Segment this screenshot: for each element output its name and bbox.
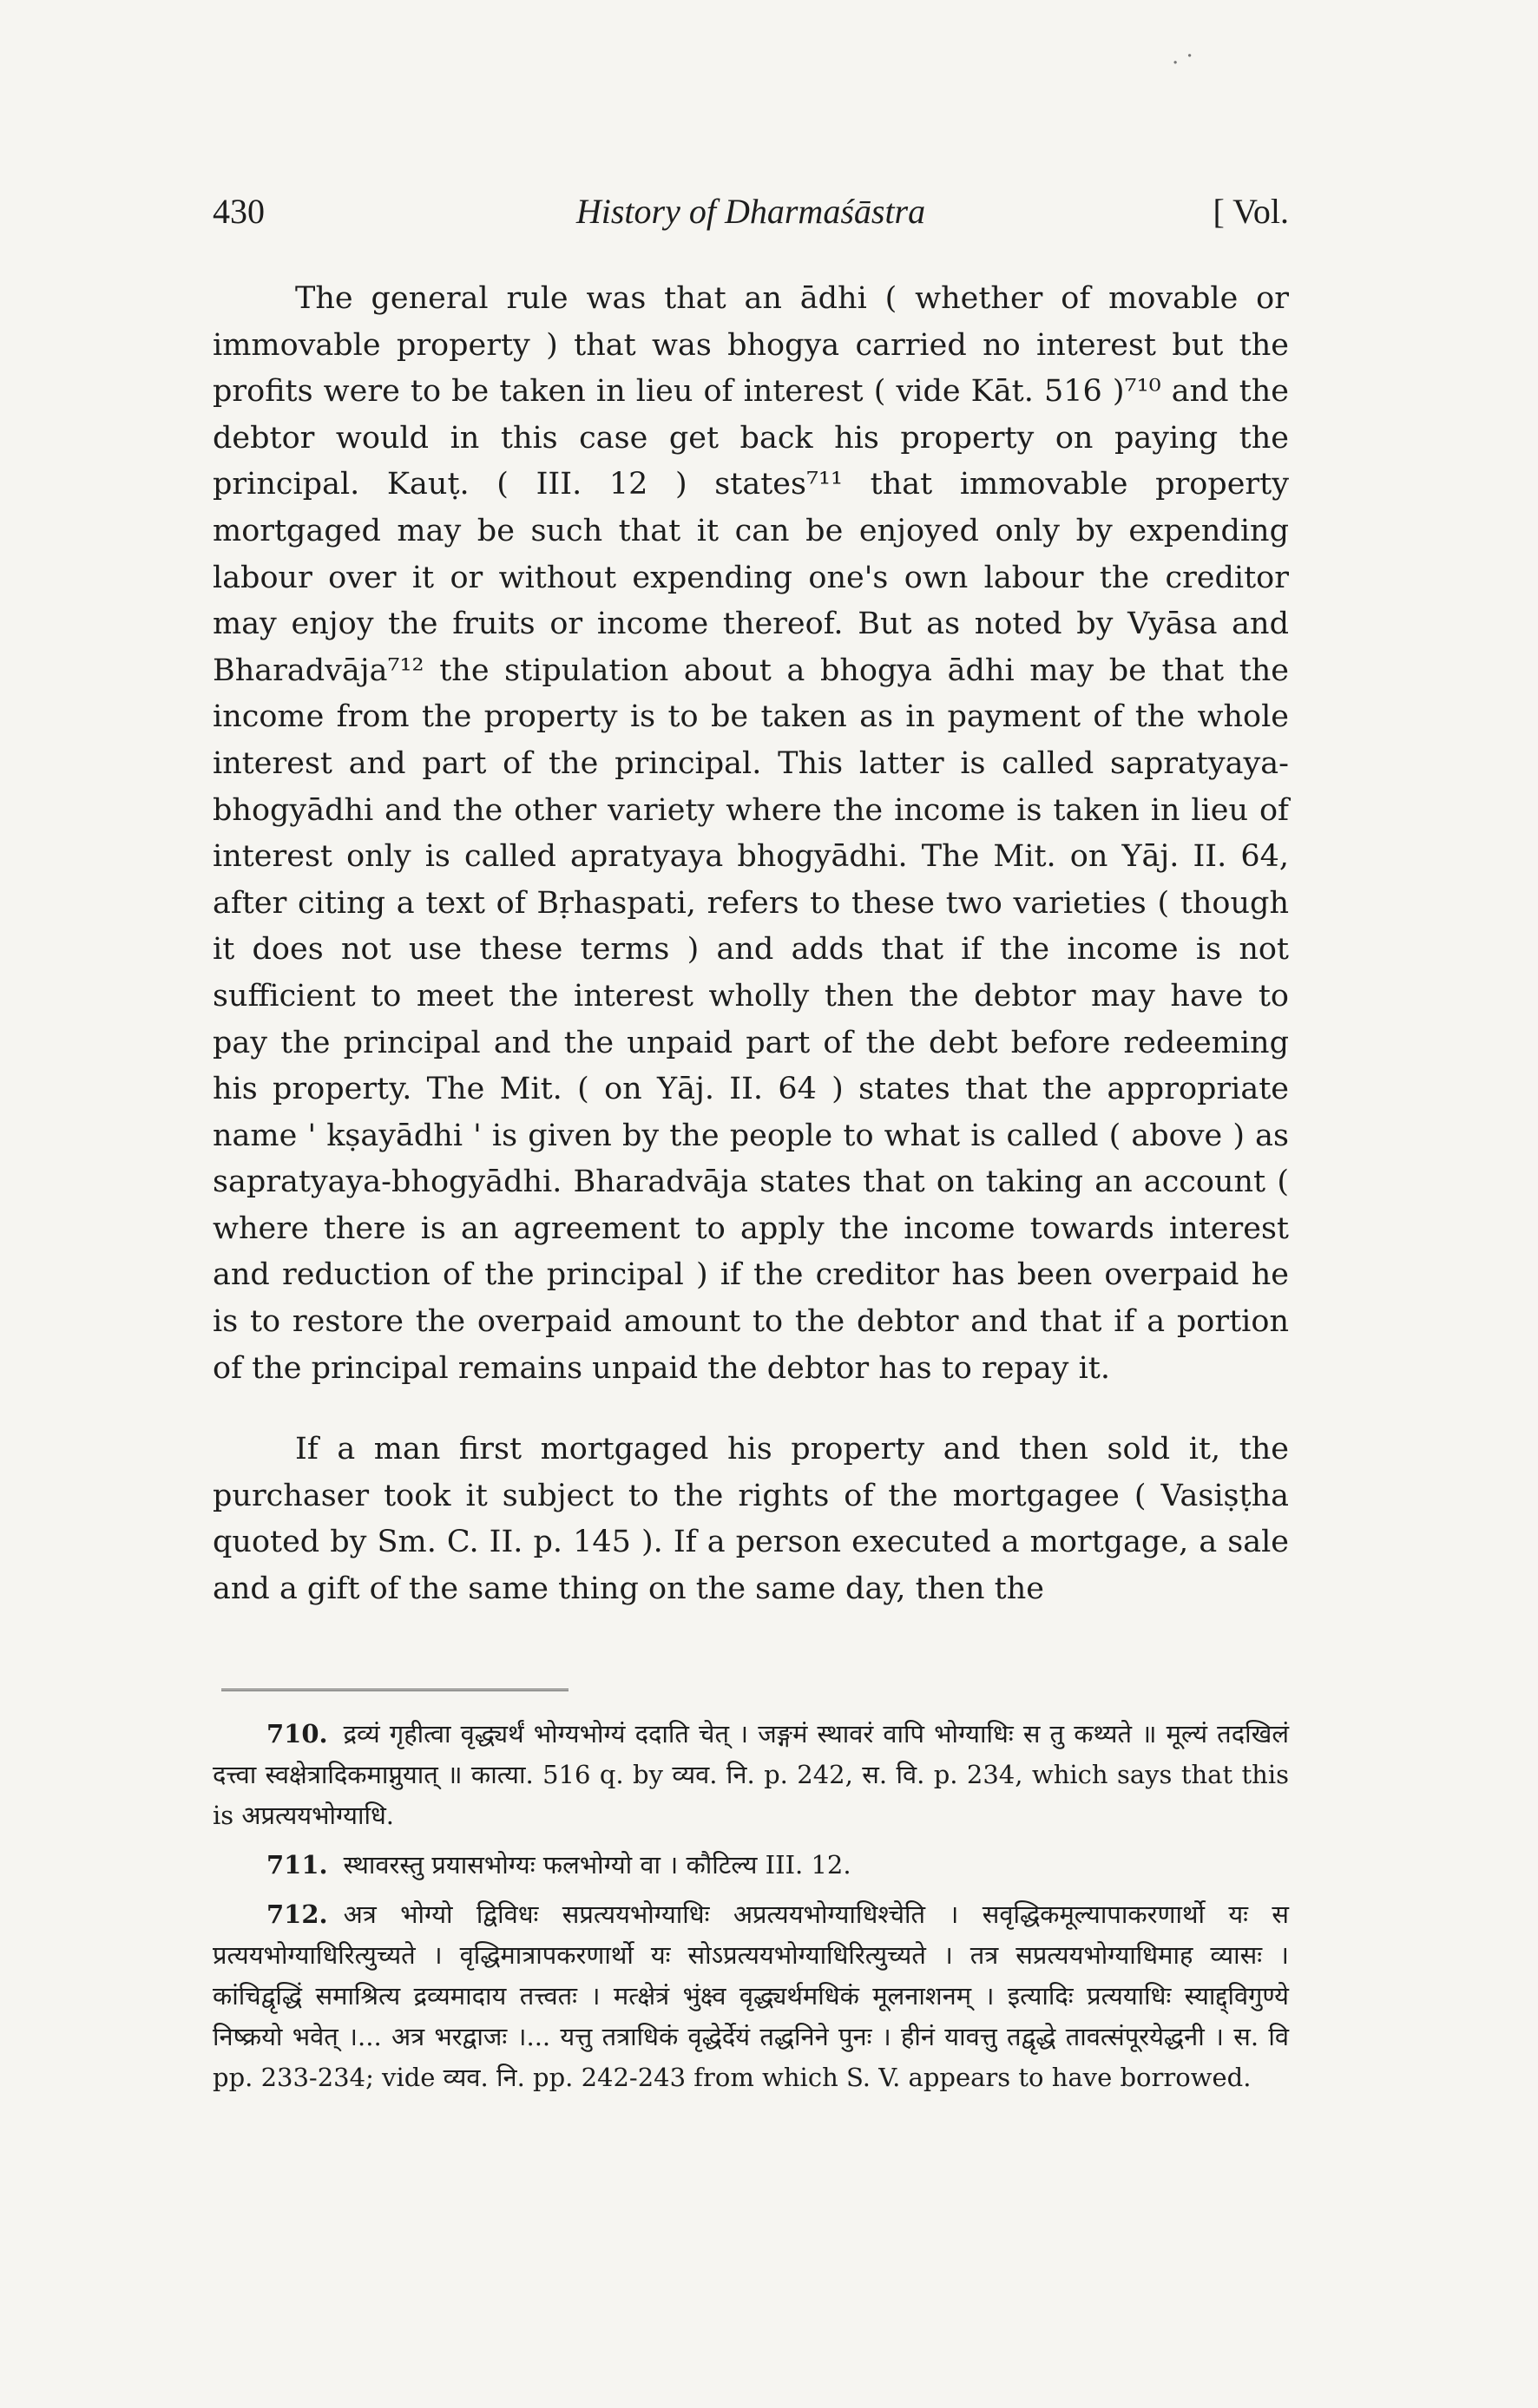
body-paragraph: The general rule was that an ādhi ( whether of movable or immovable property ) that was bhogya carried no interest but the profits were to be taken in lieu of interest ( vide Kāt. 516 )⁷¹⁰ and the debtor would in this case get back his property on paying the principal. Kauṭ. ( III. 12 ) states⁷¹¹ that immovable property mortgaged may be such that it can be enjoyed only by expending labour over it or without expending one's own labour the creditor may enjoy the fruits or income thereof. But as noted by Vyāsa and Bharadvāja⁷¹² the stipulation about a bhogya ādhi may be that the income from the property is to be taken as in payment of the whole interest and part of the principal. This latter is called sapratyaya-bhogyādhi and the other variety where the income is taken in lieu of interest only is called apratyaya bhogyādhi. The Mit. on Yāj. II. 64, after citing a text of Bṛhaspati, refers to these two varieties ( though it does not use these terms ) and adds that if the income is not sufficient to meet the interest wholly then the debtor may have to pay the principal and the unpaid part of the debt before redeeming his property. The Mit. ( on Yāj. II. 64 ) states that the appropriate name ' kṣayādhi ' is given by the people to what is called ( above ) as sapratyaya-bhogyādhi. Bharadvāja states that on taking an account ( where there is an agreement to apply the income towards interest and reduction of the principal ) if the creditor has been overpaid he is to restore the overpaid amount to the debtor and that if a portion of the principal remains unpaid the debtor has to repay it.	[213, 281, 1289, 1386]
footnotes	[213, 1714, 1289, 2107]
page-number: 430	[213, 192, 265, 231]
footnote-number: 712.	[266, 1899, 328, 1929]
footnote-711	[213, 1845, 1289, 1886]
footnote-text: अत्र भोग्यो द्विविधः सप्रत्ययभोग्याधिः अप्रत्ययभोग्याधिश्चेति । सवृद्धिकमूल्यापाकरणार्थो यः स प्रत्ययभोग्याधिरित्युच्यते । वृद्धिमात्रापकरणार्थो यः सोऽप्रत्ययभोग्याधिरित्युच्यते । तत्र सप्रत्ययभोग्याधिमाह व्यासः । कांचिद्वृद्धिं समाश्रित्य द्रव्यमादाय तत्त्वतः । मत्क्षेत्रं भुंक्ष्व वृद्ध्यर्थमधिकं मूलनाशनम् । इत्यादिः प्रत्ययाधिः स्याद्द्विगुण्ये निष्क्रयो भवेत् ।... अत्र भरद्वाजः ।... यत्तु तत्राधिकं वृद्धेर्देयं तद्धनिने पुनः । हीनं यावत्तु तद्वृद्धे तावत्संपूरयेद्धनी । स. वि pp. 233-234; vide व्यव. नि. pp. 242-243 from which S. V. appears to have borrowed.	[213, 1899, 1289, 2092]
page-header	[213, 191, 1289, 243]
volume-label: [ Vol.	[1213, 192, 1289, 231]
footnote-divider	[221, 1689, 569, 1691]
footnote-text: द्रव्यं गृहीत्वा वृद्ध्यर्थं भोग्यभोग्यं ददाति चेत् । जङ्गमं स्थावरं वापि भोग्याधिः स तु कथ्यते ॥ मूल्यं तदखिलं दत्त्वा स्वक्षेत्रादिकमाप्नुयात् ॥ कात्या. 516 q. by व्यव. नि. p. 242, स. वि. p. 234, which says that this is अप्रत्ययभोग्याधि.	[213, 1719, 1289, 1830]
footnote-712	[213, 1894, 1289, 2098]
footnote-number: 710.	[266, 1719, 328, 1749]
main-text	[213, 276, 1289, 1613]
body-paragraph: If a man first mortgaged his property and then sold it, the purchaser took it subject to the rights of the mortgagee ( Vasiṣṭha quoted by Sm. C. II. p. 145 ). If a person executed a mortgage, a sale and a gift of the same thing on the same day, then the	[213, 1432, 1289, 1607]
footnote-number: 711.	[266, 1850, 328, 1880]
footnote-text: स्थावरस्तु प्रयासभोग्यः फलभोग्यो वा । कौटिल्य III. 12.	[343, 1850, 851, 1880]
footnote-710	[213, 1714, 1289, 1836]
running-title: History of Dharmaśāstra	[575, 192, 926, 231]
scan-mark: . ·	[1172, 43, 1193, 69]
